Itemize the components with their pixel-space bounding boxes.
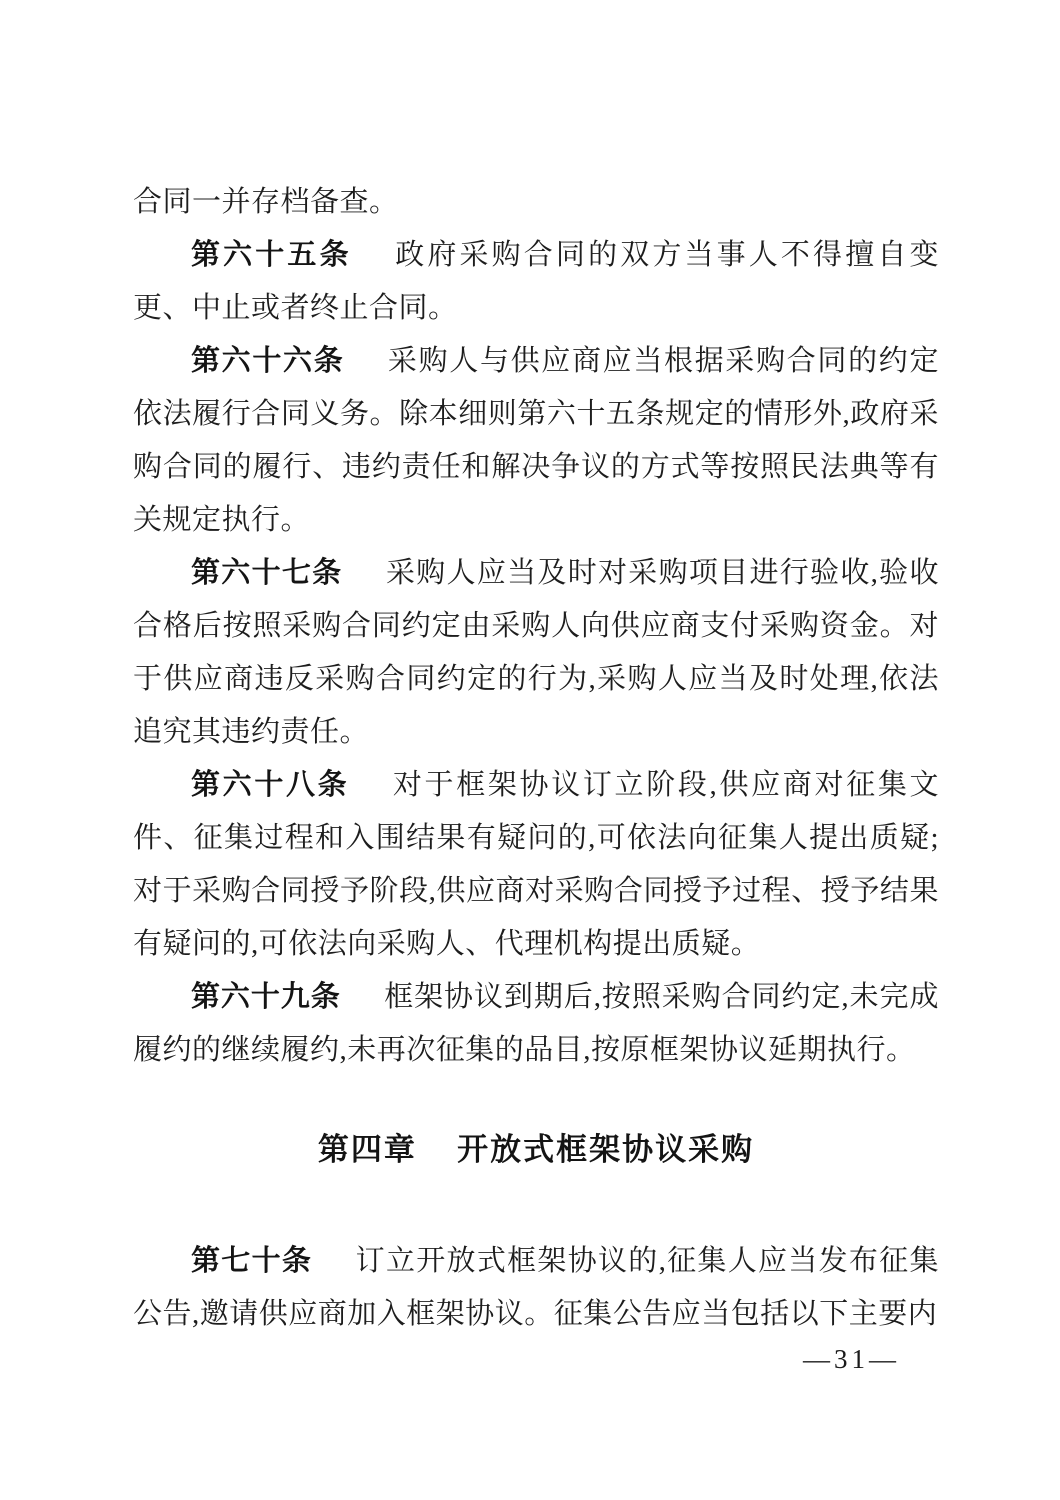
article-text: 政府采购合同的双方当事人不得擅自变更、中止或者终止合同。 — [133, 239, 939, 324]
article-paragraph — [133, 1235, 939, 1341]
page-number: —31— — [803, 1344, 900, 1374]
article-number: 第六十九条 — [191, 981, 341, 1013]
articles-before-chapter — [133, 229, 939, 1077]
article-paragraph — [133, 229, 939, 335]
article-number: 第六十六条 — [191, 345, 345, 377]
article-number: 第六十七条 — [191, 557, 343, 589]
document-body — [133, 176, 939, 1341]
article-paragraph — [133, 759, 939, 971]
article-paragraph — [133, 335, 939, 547]
continuation-paragraph: 合同一并存档备查。 — [133, 186, 399, 218]
article-text: 框架协议到期后,按照采购合同约定,未完成履约的继续履约,未再次征集的品目,按原框架协议延期执行。 — [133, 981, 939, 1066]
article-text: 采购人与供应商应当根据采购合同的约定依法履行合同义务。除本细则第六十五条规定的情形外,政府采购合同的履行、违约责任和解决争议的方式等按照民法典等有关规定执行。 — [133, 345, 939, 536]
chapter-heading — [133, 1123, 939, 1176]
article-number: 第七十条 — [191, 1245, 313, 1277]
article-paragraph — [133, 971, 939, 1077]
article-text: 对于框架协议订立阶段,供应商对征集文件、征集过程和入围结果有疑问的,可依法向征集人提出质疑;对于采购合同授予阶段,供应商对采购合同授予过程、授予结果有疑问的,可依法向采购人、代理机构提出质疑。 — [133, 769, 939, 960]
article-paragraph — [133, 547, 939, 759]
article-number: 第六十八条 — [191, 769, 350, 801]
article-number: 第六十五条 — [191, 239, 352, 271]
article-text: 订立开放式框架协议的,征集人应当发布征集公告,邀请供应商加入框架协议。征集公告应当包括以下主要内 — [133, 1245, 939, 1330]
articles-after-chapter — [133, 1235, 939, 1341]
chapter-number: 第四章 — [317, 1132, 417, 1167]
article-text: 采购人应当及时对采购项目进行验收,验收合格后按照采购合同约定由采购人向供应商支付采购资金。对于供应商违反采购合同约定的行为,采购人应当及时处理,依法追究其违约责任。 — [133, 557, 939, 748]
chapter-title: 开放式框架协议采购 — [457, 1132, 755, 1167]
